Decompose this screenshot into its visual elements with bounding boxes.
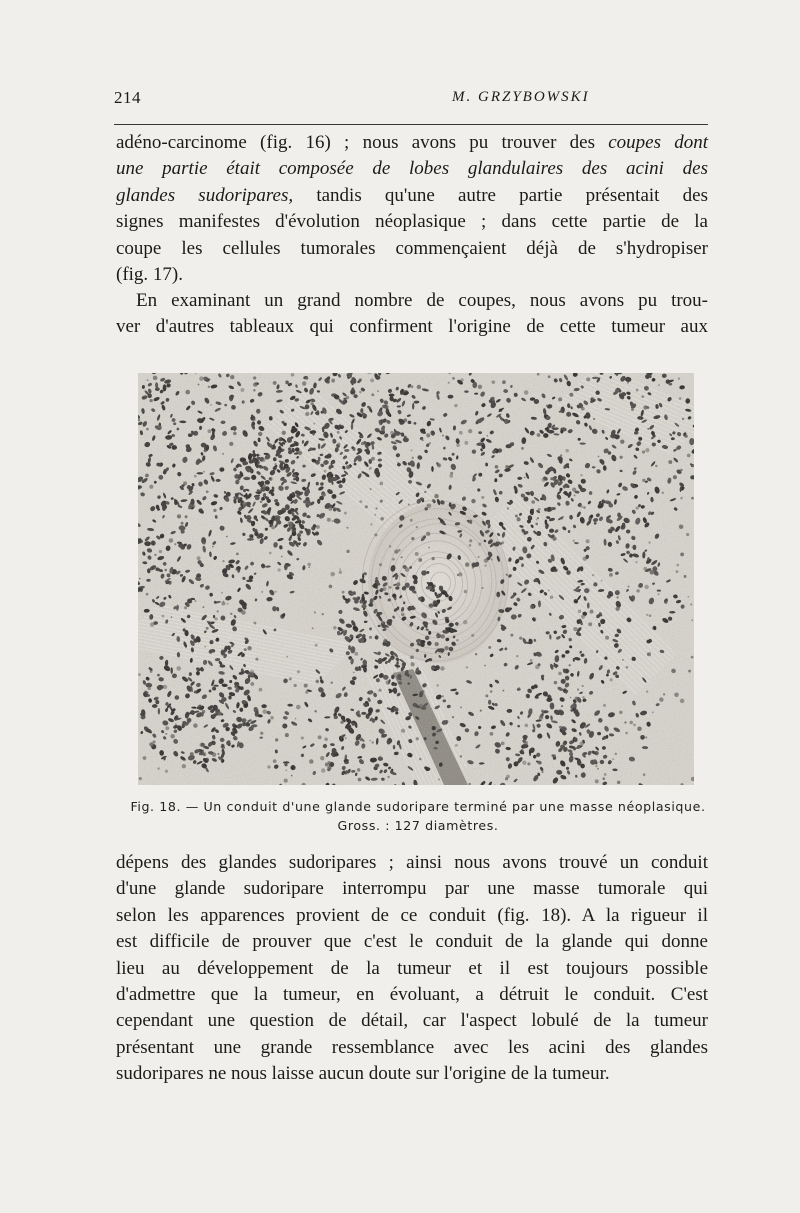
paragraph-1 [116,130,708,288]
text-line: adéno-carcinome (fig. 16) ; nous avons pu trouver des coupes dont [116,132,709,153]
page-number: 214 [114,88,141,107]
text-line: ver d'autres tableaux qui confirment l'origine de cette tumeur aux [116,316,708,338]
caption-line: Fig. 18. — Un conduit d'une glande sudoripare terminé par une masse néoplasique. [130,799,706,814]
paragraph-2 [116,288,708,341]
paragraph-3 [116,850,708,1088]
text-line: est difficile de prouver que c'est le conduit de la glande qui donne [116,931,708,953]
text-line: lieu au développement de la tumeur et il est toujours possible [116,957,708,979]
header-rule [114,124,708,125]
text-line: En examinant un grand nombre de coupes, nous avons pu trou- [136,290,708,311]
caption-line: Gross. : 127 diamètres. [337,818,499,833]
text-line: une partie était composée de lobes glandulaires des acini des [116,158,708,180]
figure-caption [108,797,728,835]
text-line: selon les apparences provient de ce conduit (fig. 18). A la rigueur il [116,904,708,926]
figure-micrograph [138,373,694,785]
text-line: cependant une question de détail, car l'aspect lobulé de la tumeur [116,1010,708,1032]
text-line: coupe les cellules tumorales commençaient déjà de s'hydropiser [116,237,708,259]
text-line: sudoripares ne nous laisse aucun doute sur l'origine de la tumeur. [116,1063,610,1085]
text-line: d'une glande sudoripare interrompu par une masse tumorale qui [116,878,708,900]
running-head: M. GRZYBOWSKI [452,89,590,105]
micrograph-image [138,373,694,785]
text-line: glandes sudoripares, tandis qu'une autre partie présentait des [116,184,708,206]
page-header [114,88,706,116]
text-line: (fig. 17). [116,264,184,286]
text-line: d'admettre que la tumeur, en évoluant, a détruit le conduit. C'est [116,984,708,1006]
text-line: présentant une grande ressemblance avec les acini des glandes [116,1036,708,1058]
text-line: signes manifestes d'évolution néoplasique ; dans cette partie de la [116,211,708,233]
text-line: dépens des glandes sudoripares ; ainsi nous avons trouvé un conduit [116,852,708,873]
